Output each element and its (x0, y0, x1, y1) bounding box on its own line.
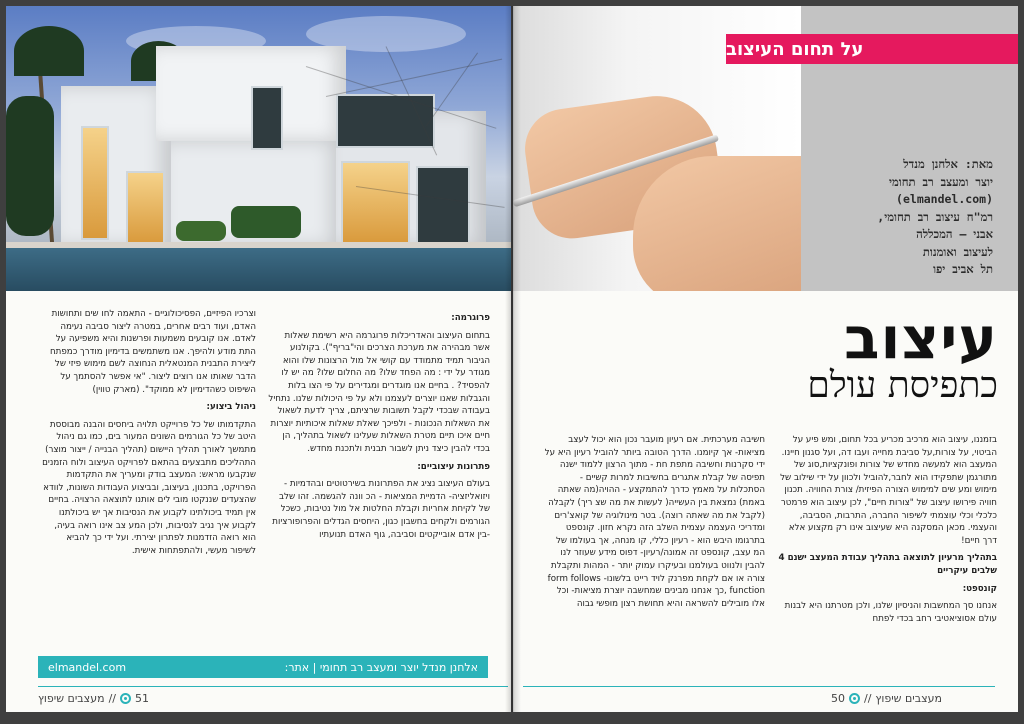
concept-heading: קונספט: (962, 583, 997, 594)
byline-line: מאת: אלחנן מנדל (903, 157, 993, 171)
page-51 (6, 6, 511, 712)
footer-separator: // (108, 692, 116, 705)
management-heading: ניהול ביצוע: (206, 402, 256, 413)
page-dot-icon (120, 693, 131, 704)
byline-line: תל אביב יפו (933, 262, 993, 276)
footer-divider (38, 686, 508, 687)
section-banner: על תחום העיצוב (726, 34, 1018, 64)
magazine-name: מעצבים שיפוץ (38, 692, 105, 705)
footer-divider (523, 686, 995, 687)
stages-subheading: בתהליך מרעיון לתוצאה בתהליך עבודת המעצב ישנם 4 שלבים עיקריים (778, 553, 997, 576)
byline-line: יוצר ומעצב רב תחומי (888, 174, 993, 189)
intro-text: בזמננו, עיצוב הוא מרכיב מכריע בכל תחום, ומש פיע על הביטוי, על צורות,על סביבת מחייה ועבו דה, ועל סגנון חיינו. המעצב הוא למעשה מחדש של צורות ופונקציות,סוג של מתורגמן שתפקידו הוא לחבר,להוביל ולכוון על ידי שילוב של מימוש ומע שים למימוש הצורה הפיזית/ צורת החוויה. תכנון חוויה פירושו עיצוב של "צורות חיים", לכן עיצוב הוא פרמטר כלכלי וכלי עוצמתי לשיפור החברה, התרבות, הסביבה, והעצמי. מכאן המסקנה היא שעיצוב אינו רק מקצוע אלא דרך חיים! (780, 435, 997, 546)
concept-continued-text: חשיבה מערכתית. אם רעיון מועבר נכון הוא יכול לעצב מציאות- אך קיומנו. הדרך הטובה ביותר להוביל רעיון היא על ידי סקרנות וחשיבה מתפת חת - מתוך הרצון ללמוד ישנה תפיסה של קבלת אתגרים בחשיבות למרות קשיים - הסתכלות על מאמץ כדרך להתמקצע - ההויה(מה שאתה באמת) נמצאת בין העשייה( לעשות את מה שצ ריך) לקבלה (לקבל את מה שאתה רוצה). בטר מינולוגיה של קואצ'רים ומדריכי העצמה עצמית השלב הזה נקרא חזון. קונספט בתרגומו היבש הוא - רעיון כללי, קו מנחה, אך בעולמו של המ עצב, קונספט זה אמונה/רעיון- דפוס מידע שעוזר לנו להבין ולנווט בעולמנו ובעיקרו עמוק יותר - המהות ותקבלת צורה או אם לקחת מפרנק לויד רייט בלשונו- form follows function ,כך אנחנו מבינים שמחשבה יוצרת מציאות- וכל אלו מובילים להשראה והיא תחושת רצון מופשי גבוה (544, 435, 765, 609)
magazine-name: מעצבים שיפוץ (875, 692, 942, 705)
intro-text: וצרכיו הפיזיים, הפסיכולוגיים - התאמה לחו שים ותחושות האדם, ועוד רבים אחרים, במטרה ליצור סביבה נעימה לאדם. אנו קובעים משמעות ופרשנות והיא משפיעה על התת מודע ולהיפך. אנו משתמשים בדימיון מודרך כמפתח ליצירת התבנית המנטאלית הנחוצה לשם מימוש פיזי של הדבר שאותו אנו רוצים ליצור. "אי אפשר להסתמך על השיפוט כשהדימיון לא ממוקד". (מארק טווין) (49, 309, 256, 395)
solutions-heading: פתרונות עיצוביים: (417, 461, 490, 472)
byline-line: לעיצוב ואומנות (922, 244, 993, 259)
website-label: אלחנן מנדל יוצר ומעצב רב תחומי | אתר: (284, 660, 478, 674)
right-page-right-column (775, 434, 997, 630)
byline-line: רמ"ח עיצוב רב תחומי, (877, 209, 993, 224)
management-text: התקדמותו של כל פרוייקט תלויה ביחסים והבנה מבוססת היטב של כל הגורמים השונים המעור בים, כמו גם ניהול מתמשך לאורך תהליך היישום (תהליך הבנייה / ייצור מוצר) התהליכים מתבצעים בהתאם לפרויקט העיצוב ולוח הזמנים שנקבעו מראש: המעצב בודק ומעריך את התקדמות הפרויקט, בתכנון, בעיצוב, ובביצוע העבודות השונות, לוודא שהצעדים שננקטו מובי לים אותנו לתוצאה הרצויה. בחיים אין תמיד ביכולתינו לקבוע את הנסיבות אך יש ביכולתנו לקבוע איך נגיב לנסיבות, ולכן המע צב אינו רואה בעיה, הוא רואה הזדמנות לפתרון יצירתי. ועל ידי כך להביא לשיפור מעשי, ולהתפתחות אישית. (42, 419, 256, 556)
article-headline: עיצוב (844, 304, 998, 372)
left-page-left-column (38, 308, 256, 562)
solutions-text: בעולם העיצוב נציג את הפתרונות בשירטוטים ובהדמיות - ויזואליזציה- הדמיית המציאות - הכ וונה להגשמה. זהו שלב של לקיחת אחריות וקבלת החלטות אל מול נטיבות, כשכל הגורמים ולקחים בחשבון כגון, היחסים הגדלים והפרופורציות -בין אדם אובייקטים וסביבה, גוף האדם תנועתיו (272, 479, 490, 540)
website-url[interactable]: elmandel.com (48, 660, 127, 674)
page-number-50: 50 (831, 692, 845, 705)
byline-line: אבני – המכללה (916, 227, 993, 241)
house-photo (6, 6, 511, 291)
byline-line[interactable]: (elmandel.com) (896, 192, 993, 206)
program-heading: פרוגרמה: (451, 313, 490, 323)
page-dot-icon (849, 693, 860, 704)
article-subheadline: כתפיסת עולם (807, 365, 998, 406)
footer-left (38, 692, 149, 705)
footer-right (831, 692, 942, 705)
concept-text: אנחנו סך המחשבות והניסיון שלנו, ולכן מטרתנו היא לבנות עולם אסוציאטיבי רחב בכדי לפתח (784, 601, 997, 624)
left-page-right-column (268, 308, 490, 546)
right-page-left-column (543, 434, 765, 615)
author-byline (803, 156, 993, 279)
program-text: בתחום העיצוב והאדריכלות פרוגרמה היא רשימת שאלות אשר מבהירה את מערכת הצרכים והי"בריף"). בקולנוע הגיבור תמיד מתמודד עם קושי אל מול הרצונות שלו והוא מגודר על ידי : מה הפחד שלו? מה החלום שלו? מה יש לו להפסיד? . בחיים אנו מוגדרים ומגדירים על פי הצו בלות והגבלות שאנו יוצרים לעצמנו ולא על פי היכולות שלנו. נתחיל בעבודה שבכדי לקבל תשובות שרציתם, צריך לדעת לשאול את השאלות הנכונות - ולפיכך שאלת שאלות איכותיות יוצרות חיים איכו תיים מטרת השאלות שעלינו לשאול בתהליך, הן בכדי להבין כיצד ניתן לשבור תבנית ולתכנת מחדש. (268, 330, 490, 454)
page-50 (513, 6, 1018, 712)
footer-separator: // (864, 692, 872, 705)
page-number-51: 51 (134, 692, 149, 705)
website-bar[interactable] (38, 656, 488, 678)
